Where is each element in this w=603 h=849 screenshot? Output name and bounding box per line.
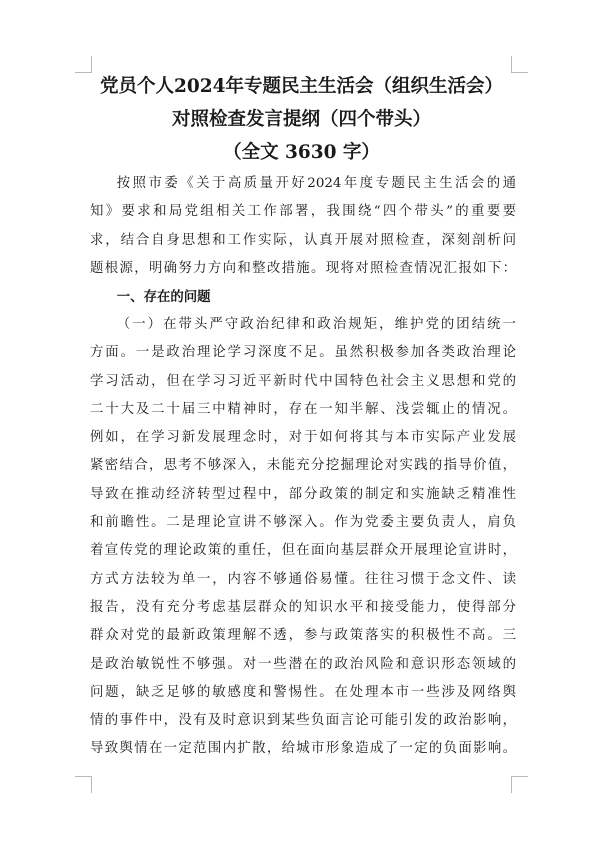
section-1-line: 群众对党的最新政策理解不透，参与政策落实的积极性不高。三 — [90, 628, 516, 644]
intro-paragraph — [90, 170, 516, 283]
section-1-line: 情的事件中，没有及时意识到某些负面言论可能引发的政治影响， — [90, 713, 516, 729]
section-1-line: 方面。一是政治理论学习深度不足。虽然积极参加各类政治理论 — [90, 345, 516, 361]
section-1-line: 学习活动，但在学习习近平新时代中国特色社会主义思想和党的 — [90, 373, 516, 389]
section-1-line: 是政治敏锐性不够强。对一些潜在的政治风险和意识形态领域的 — [90, 656, 516, 672]
document-title-line-1: 党员个人2024年专题民主生活会（组织生活会） — [100, 76, 503, 97]
section-1-line: 和前瞻性。二是理论宣讲不够深入。作为党委主要负责人，肩负 — [90, 515, 516, 531]
section-1-line: 报告，没有充分考虑基层群众的知识水平和接受能力，使得部分 — [90, 599, 516, 615]
intro-line: 知》要求和局党组相关工作部署，我围绕“四个带头”的重要要 — [90, 204, 516, 220]
section-1-line: 方式方法较为单一，内容不够通俗易懂。往往习惯于念文件、读 — [90, 571, 516, 587]
section-1-line: 例如，在学习新发展理念时，对于如何将其与本市实际产业发展 — [90, 430, 516, 446]
document-title-line-2: 对照检查发言提纲（四个带头） — [171, 109, 431, 130]
intro-line: 求，结合自身思想和工作实际，认真开展对照检查，深刻剖析问 — [90, 232, 516, 248]
crop-mark-top-right — [511, 56, 528, 73]
intro-line: 按照市委《关于高质量开好2024年度专题民主生活会的通 — [116, 176, 516, 191]
crop-mark-bottom-left — [75, 776, 92, 793]
section-1-line: 导致在推动经济转型过程中，部分政策的制定和实施缺乏精准性 — [90, 486, 516, 502]
section-1-line: 导致舆情在一定范围内扩散，给城市形象造成了一定的负面影响。 — [90, 741, 516, 757]
intro-line: 题根源，明确努力方向和整改措施。现将对照检查情况汇报如下： — [90, 260, 516, 276]
crop-mark-top-left — [75, 56, 92, 73]
section-heading: 一、存在的问题 — [116, 289, 211, 305]
section-1-line: 问题，缺乏足够的敏感度和警惕性。在处理本市一些涉及网络舆 — [90, 684, 516, 700]
section-1-paragraph — [90, 311, 516, 764]
crop-mark-bottom-right — [511, 776, 528, 793]
section-1-line: （一）在带头严守政治纪律和政治规矩，维护党的团结统一 — [116, 317, 516, 332]
document-word-count: （全文 3630 字） — [223, 142, 380, 163]
section-1-line: 二十大及二十届三中精神时，存在一知半解、浅尝辄止的情况。 — [90, 401, 516, 417]
section-1-line: 着宣传党的理论政策的重任，但在面向基层群众开展理论宣讲时， — [90, 543, 516, 559]
section-1-line: 紧密结合，思考不够深入，未能充分挖掘理论对实践的指导价值， — [90, 458, 516, 474]
